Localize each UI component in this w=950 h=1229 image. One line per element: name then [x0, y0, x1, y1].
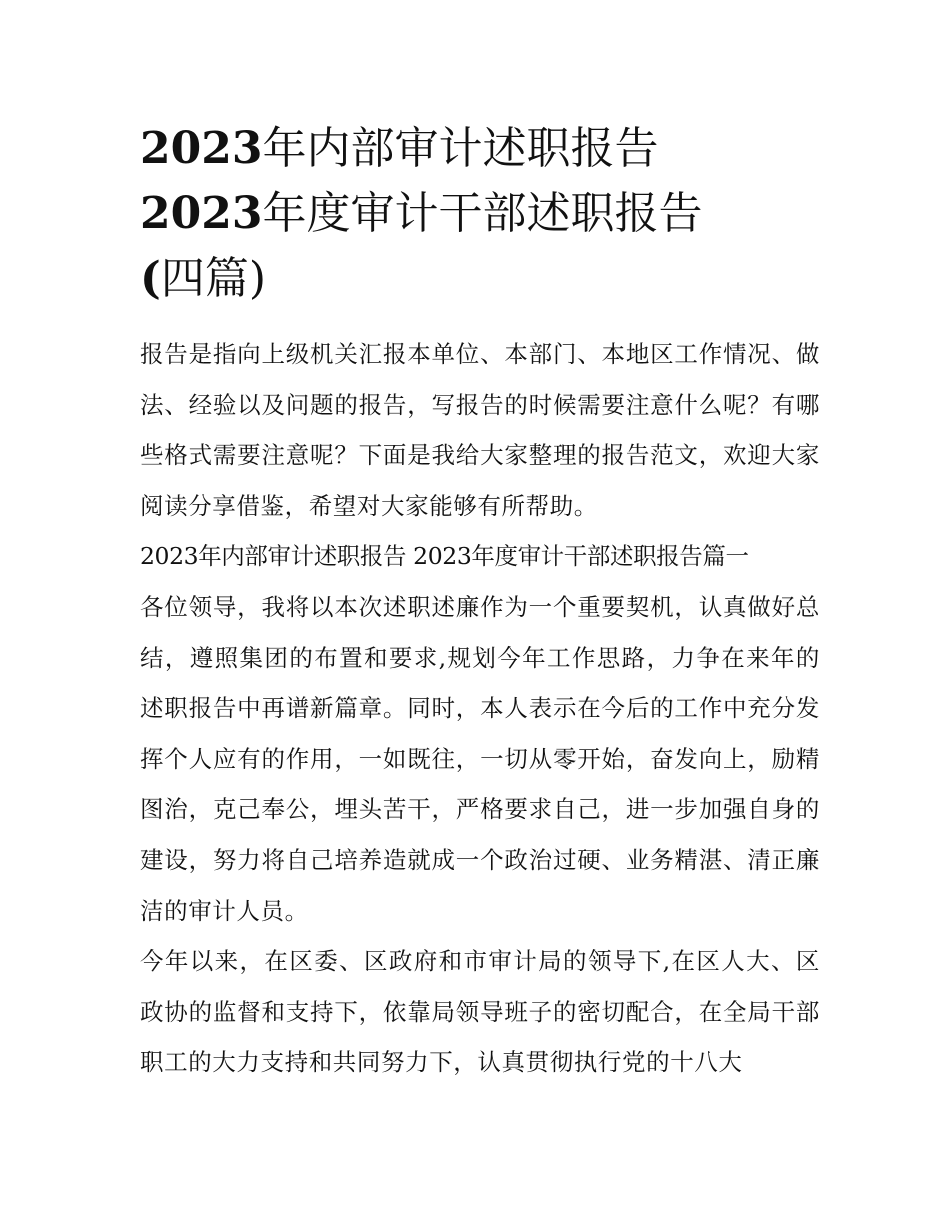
title-line-3 — [140, 246, 820, 311]
body-paragraph-1: 各位领导，我将以本次述职述廉作为一个重要契机，认真做好总结，遵照集团的布置和要求,规划今年工作思路，力争在来年的述职报告中再谱新篇章。同时，本人表示在今后的工作中充分发挥个人应有的作用，一如既往，一切从零开始，奋发向上，励精图治，克己奉公，埋头苦干，严格要求自己，进一步加强自身的建设，努力将自己培养造就成一个政治过硬、业务精湛、清正廉洁的审计人员。 — [140, 592, 820, 925]
section-heading: 2023年内部审计述职报告 2023年度审计干部述职报告篇一 — [140, 542, 749, 571]
title-line-1-text: 年内部审计述职报告 — [262, 123, 659, 174]
title-line-3-text: 四篇) — [160, 253, 266, 304]
title-line-2-year: 2023 — [140, 188, 263, 239]
title-line-1-year: 2023 — [140, 123, 263, 174]
intro-paragraph: 报告是指向上级机关汇报本单位、本部门、本地区工作情况、做法、经验以及问题的报告，写报告的时候需要注意什么呢？有哪些格式需要注意呢？下面是我给大家整理的报告范文，欢迎大家阅读分享借鉴，希望对大家能够有所帮助。 — [140, 340, 820, 520]
title-line-2-text: 年度审计干部述职报告 — [262, 188, 703, 239]
document-body — [140, 329, 820, 1088]
document-title — [140, 116, 820, 311]
document-page — [140, 116, 820, 1088]
title-line-1 — [140, 116, 820, 181]
title-line-3-paren: ( — [140, 253, 161, 304]
title-line-2 — [140, 181, 820, 246]
body-paragraph-2: 今年以来，在区委、区政府和市审计局的领导下,在区人大、区政协的监督和支持下，依靠局领导班子的密切配合，在全局干部职工的大力支持和共同努力下，认真贯彻执行党的十八大 — [140, 947, 820, 1077]
